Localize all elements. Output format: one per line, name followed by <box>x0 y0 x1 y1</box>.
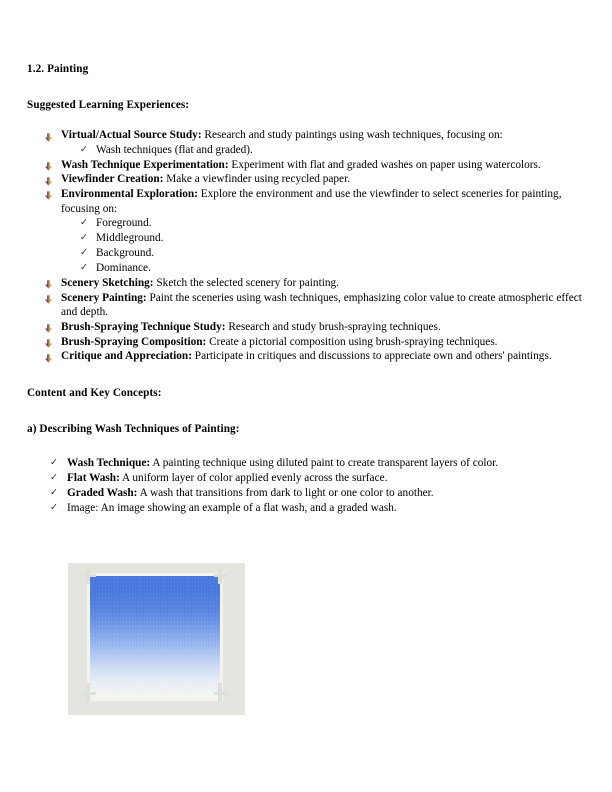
learning-experience-text: Paint the sceneries using wash techniques, emphasizing color value to create atmospheric effect and depth. <box>61 291 582 319</box>
arrow-bullet-icon <box>44 338 53 347</box>
learning-experience-text: Make a viewfinder using recycled paper. <box>163 173 351 186</box>
learning-experience-label: Scenery Painting: <box>61 291 147 304</box>
heading-describing-wash-techniques: a) Describing Wash Techniques of Painting: <box>27 422 240 435</box>
learning-experience-item <box>27 172 582 187</box>
learning-experience-label: Environmental Exploration: <box>61 187 198 200</box>
key-concept-item <box>27 471 582 486</box>
sub-list-item-text: Foreground. <box>96 217 152 230</box>
key-concept-text: A wash that transitions from dark to light or one color to another. <box>137 486 434 499</box>
key-concept-text: Image: An image showing an example of a flat wash, and a graded wash. <box>67 501 397 514</box>
sub-list-item <box>61 216 582 231</box>
check-bullet-icon: ✓ <box>80 261 88 273</box>
sub-item-list <box>61 216 582 276</box>
graded-blue-wash <box>90 576 220 695</box>
arrow-bullet-icon <box>44 279 53 288</box>
learning-experience-item <box>27 276 582 291</box>
check-bullet-icon: ✓ <box>80 143 88 155</box>
learning-experience-label: Virtual/Actual Source Study: <box>61 129 202 141</box>
key-concept-text: A uniform layer of color applied evenly across the surface. <box>119 471 388 484</box>
learning-experience-item <box>27 128 582 158</box>
learning-experience-label: Wash Technique Experimentation: <box>61 158 229 171</box>
key-concept-item <box>27 486 582 501</box>
check-bullet-icon: ✓ <box>80 217 88 229</box>
key-concept-item <box>27 501 582 516</box>
learning-experience-label: Brush-Spraying Technique Study: <box>61 320 226 333</box>
learning-experience-item <box>27 187 582 276</box>
sub-list-item <box>61 261 582 276</box>
learning-experience-item <box>27 335 582 350</box>
learning-experience-text: Research and study paintings using wash techniques, focusing on: <box>201 129 503 141</box>
check-bullet-icon: ✓ <box>50 471 58 483</box>
learning-experience-item <box>27 291 582 320</box>
graded-wash-sample-image <box>68 563 245 715</box>
sub-list-item <box>61 246 582 261</box>
learning-experience-label: Brush-Spraying Composition: <box>61 335 207 348</box>
sub-list-item-text: Background. <box>96 247 155 260</box>
key-concept-label: Flat Wash: <box>67 471 120 484</box>
masking-tape-top-right-horizontal <box>214 574 228 577</box>
check-bullet-icon: ✓ <box>50 501 58 513</box>
check-bullet-icon: ✓ <box>50 456 58 468</box>
sub-list-item-text: Wash techniques (flat and graded). <box>96 143 253 156</box>
learning-experience-label: Critique and Appreciation: <box>61 350 192 363</box>
learning-experience-text: Create a pictorial composition using brush-spraying techniques. <box>206 335 498 348</box>
sub-list-item-text: Dominance. <box>96 261 151 274</box>
arrow-bullet-icon <box>44 294 53 303</box>
key-concept-text: A painting technique using diluted paint to create transparent layers of color. <box>150 456 499 469</box>
learning-experience-label: Scenery Sketching: <box>61 276 154 289</box>
learning-experience-item <box>27 158 582 173</box>
sub-list-item-text: Middleground. <box>96 232 164 245</box>
check-bullet-icon: ✓ <box>80 247 88 259</box>
heading-suggested-learning-experiences: Suggested Learning Experiences: <box>27 99 190 111</box>
learning-experiences-list <box>27 128 582 364</box>
arrow-bullet-icon <box>44 353 53 362</box>
check-bullet-icon: ✓ <box>80 232 88 244</box>
arrow-bullet-icon <box>44 132 53 141</box>
arrow-bullet-icon <box>44 190 53 199</box>
masking-tape-top-left-horizontal <box>82 574 96 577</box>
sub-list-item <box>61 231 582 246</box>
arrow-bullet-icon <box>44 176 53 185</box>
learning-experience-label: Viewfinder Creation: <box>61 173 164 186</box>
learning-experience-text: Participate in critiques and discussions to appreciate own and others' paintings. <box>191 350 552 363</box>
key-concept-label: Graded Wash: <box>67 486 138 499</box>
learning-experience-item <box>27 320 582 335</box>
key-concept-item <box>27 456 582 471</box>
learning-experience-text: Explore the environment and use the viewfinder to select sceneries for painting, focusing on: <box>61 187 562 215</box>
masking-tape-bottom-right-horizontal <box>214 692 228 695</box>
masking-tape-bottom-left-horizontal <box>82 692 96 695</box>
learning-experience-text: Experiment with flat and graded washes on paper using watercolors. <box>228 158 541 171</box>
key-concept-label: Wash Technique: <box>67 456 151 469</box>
learning-experience-text: Research and study brush-spraying techniques. <box>225 320 441 333</box>
learning-experience-text: Sketch the selected scenery for painting. <box>153 276 339 289</box>
arrow-bullet-icon <box>44 323 53 332</box>
sub-list-item <box>61 143 582 158</box>
learning-experience-item <box>27 349 582 364</box>
page-title: 1.2. Painting <box>27 63 89 75</box>
check-bullet-icon: ✓ <box>50 486 58 498</box>
sub-item-list <box>61 143 582 158</box>
arrow-bullet-icon <box>44 161 53 170</box>
key-concepts-list <box>27 456 582 516</box>
heading-content-and-key-concepts: Content and Key Concepts: <box>27 386 162 399</box>
